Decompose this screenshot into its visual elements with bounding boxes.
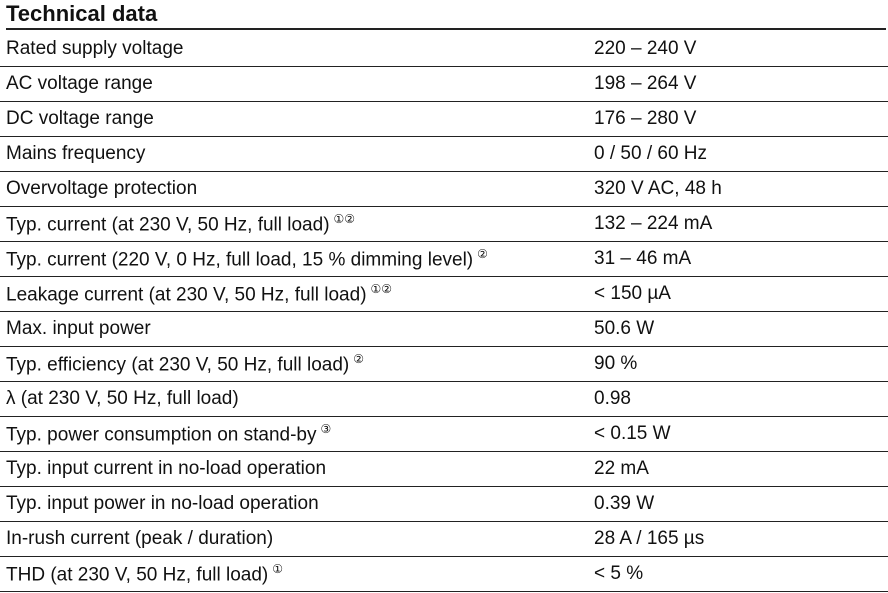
row-value: < 5 % xyxy=(590,557,888,592)
row-label: Typ. input power in no-load operation xyxy=(6,493,319,514)
row-label: λ (at 230 V, 50 Hz, full load) xyxy=(6,388,239,409)
footnote-marker: ①② xyxy=(370,281,393,296)
table-row xyxy=(0,32,888,67)
footnote-marker: ② xyxy=(353,351,365,366)
row-label: Overvoltage protection xyxy=(6,178,198,199)
row-label: Max. input power xyxy=(6,318,151,339)
table-row xyxy=(0,67,888,102)
row-value: 22 mA xyxy=(590,452,888,487)
row-label-cell xyxy=(0,242,590,277)
row-value: 176 – 280 V xyxy=(590,102,888,137)
table-row xyxy=(0,417,888,452)
footnote-marker: ② xyxy=(477,246,488,261)
row-label-cell xyxy=(0,417,590,452)
row-value: 198 – 264 V xyxy=(590,67,888,102)
row-value: 220 – 240 V xyxy=(590,32,888,67)
row-label-cell xyxy=(0,32,590,67)
table-row xyxy=(0,382,888,417)
row-label-cell xyxy=(0,347,590,382)
row-value: 50.6 W xyxy=(590,312,888,347)
table-row xyxy=(0,137,888,172)
row-value: 320 V AC, 48 h xyxy=(590,172,888,207)
row-label: Typ. current (at 230 V, 50 Hz, full load) xyxy=(6,214,330,236)
row-label-cell xyxy=(0,312,590,347)
technical-data-table xyxy=(0,32,888,592)
row-value: 0.98 xyxy=(590,382,888,417)
row-value: 31 – 46 mA xyxy=(590,242,888,277)
row-value: 28 A / 165 µs xyxy=(590,522,888,557)
table-row xyxy=(0,522,888,557)
row-value: 0 / 50 / 60 Hz xyxy=(590,137,888,172)
footnote-marker: ① xyxy=(272,561,284,576)
table-row xyxy=(0,347,888,382)
row-label: AC voltage range xyxy=(6,73,153,94)
table-row xyxy=(0,102,888,137)
row-label-cell xyxy=(0,452,590,487)
row-label-cell xyxy=(0,277,590,312)
row-label-cell xyxy=(0,522,590,557)
table-row xyxy=(0,277,888,312)
row-value: < 0.15 W xyxy=(590,417,888,452)
row-label-cell xyxy=(0,102,590,137)
row-label: THD (at 230 V, 50 Hz, full load) xyxy=(6,564,269,586)
section-title: Technical data xyxy=(6,0,886,30)
row-value: 0.39 W xyxy=(590,487,888,522)
table-row xyxy=(0,242,888,277)
row-label: DC voltage range xyxy=(6,108,154,129)
row-label: Rated supply voltage xyxy=(6,38,184,59)
row-value: 90 % xyxy=(590,347,888,382)
footnote-marker: ③ xyxy=(320,421,332,436)
table-row xyxy=(0,487,888,522)
row-label: Typ. power consumption on stand-by xyxy=(6,424,317,446)
table-row xyxy=(0,207,888,242)
row-label: In-rush current (peak / duration) xyxy=(6,528,274,549)
row-label-cell xyxy=(0,137,590,172)
technical-data-body xyxy=(0,32,888,592)
row-label-cell xyxy=(0,172,590,207)
row-value: 132 – 224 mA xyxy=(590,207,888,242)
row-label-cell xyxy=(0,487,590,522)
row-label-cell xyxy=(0,67,590,102)
table-row xyxy=(0,557,888,592)
row-label: Leakage current (at 230 V, 50 Hz, full load) xyxy=(6,284,367,306)
row-label-cell xyxy=(0,557,590,592)
table-row xyxy=(0,172,888,207)
row-label: Typ. current (220 V, 0 Hz, full load, 15 % dimming level) xyxy=(6,249,474,271)
table-row xyxy=(0,452,888,487)
row-label-cell xyxy=(0,207,590,242)
row-label: Typ. efficiency (at 230 V, 50 Hz, full load) xyxy=(6,354,350,376)
footnote-marker: ①② xyxy=(333,211,356,226)
row-label: Typ. input current in no-load operation xyxy=(6,458,327,479)
row-value: < 150 µA xyxy=(590,277,888,312)
row-label: Mains frequency xyxy=(6,143,146,164)
table-row xyxy=(0,312,888,347)
row-label-cell xyxy=(0,382,590,417)
